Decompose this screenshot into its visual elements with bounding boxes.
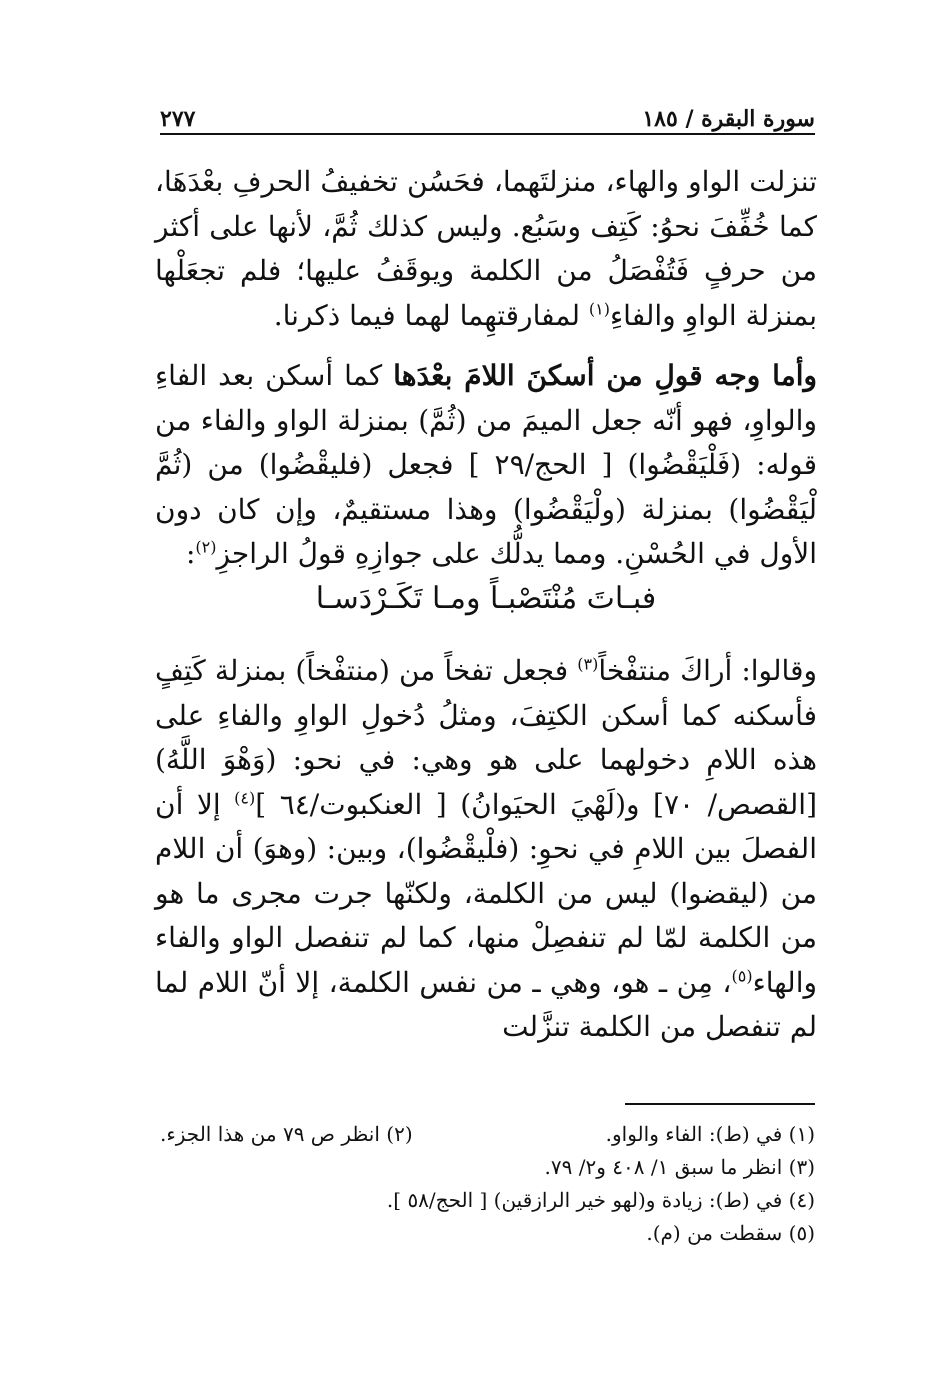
paragraph-1-end: لمفارقتهِما لهما فيما ذكرنا. [273,298,589,332]
spacer [155,621,817,649]
header-rule [160,133,815,135]
footnote-row [160,1118,815,1151]
paragraph-3-mid2: إلا أن الفصلَ بين اللامِ في نحوِ: (فلْيقْضُوا)، وبين: (وهوَ) أن اللام من (ليقضوا) ليس من الكلمة، ولكنّها جرت مجرى ما هو من الكلمة لمّا لم تنفصِلْ منها، كما لم تنفصل الواو والفاء والهاء [155,787,817,999]
paragraph-3-end: ، مِن ـ هو، وهي ـ من نفس الكلمة، إلا أنّ اللام لما لم تنفصل من الكلمة تنزَّلت [155,965,817,1043]
footnotes [160,1118,815,1250]
footnote-4: (٤) في (ط): زيادة و(لهو خير الرازقين) [ الحج/٥٨ ]. [386,1188,815,1212]
paragraph-2-end: : [185,537,196,570]
paragraph-1-text: تنزلت الواو والهاء، منزلتَهما، فحَسُن تخفيفُ الحرفِ بعْدَهَا، كما خُفِّفَ نحوُ: كَتِف وسَبُع. وليس كذلك ثُمَّ، لأنها على أكثر من حرفٍ فَتُفْصَلُ من الكلمة ويوقَفُ عليها؛ فلم تجعَلْها بمنزلة الواوِ والفاءِ [155,165,817,332]
footnote-ref-2: (٢) [195,537,217,557]
running-header [160,96,815,132]
footnote-ref-4: (٤) [234,788,256,808]
page-number: ٢٧٧ [160,106,196,132]
footnote-1: (١) في (ط): الفاء والواو. [605,1122,815,1146]
poetry-verse: فبـاتَ مُنْتَصْبـاً ومـا تَكَـرْدَسـا [315,580,657,616]
footnote-ref-5: (٥) [731,966,753,986]
surah-reference: سورة البقرة / ١٨٥ [642,106,815,132]
footnote-2: (٢) انظر ص ٧٩ من هذا الجزء. [160,1122,413,1146]
footnote-ref-3: (٣) [577,654,599,674]
paragraph-1 [155,160,817,338]
footnote-3: (٣) انظر ما سبق ١/ ٤٠٨ و٢/ ٧٩. [544,1155,815,1179]
paragraph-3-start: وقالوا: أراكَ منتفْخاً [598,654,817,687]
footnote-ref-1: (١) [588,299,610,319]
paragraph-3 [155,649,817,1050]
paragraph-3-mid: فجعل تفخاً من (منتفْخاً) بمنزلة كَتِفٍ فأسكنه كما أسكن الكتِفَ، ومثلُ دُخولِ الواوِ والفاءِ على هذه اللامِ دخولهما على هو وهي: في نحو: (وَهْوَ اللَّهُ) [القصص/ ٧٠] و(لَهْيَ الحيَوانُ) [ العنكبوت/٦٤ ] [155,654,817,821]
paragraph-2 [155,354,817,577]
footnote-5: (٥) سقطت من (م). [646,1221,815,1245]
paragraph-2-text: كما أسكن بعد الفاءِ والواوِ، فهو أنّه جعل الميمَ من (ثُمَّ) بمنزلة الواو والفاء من قوله: (فَلْيَقْضُوا) [ الحج/٢٩ ] فجعل (فليقْضُوا) من (ثُمَّ لْيَقْضُوا) بمنزلة (ولْيَقْضُوا) وهذا مستقيمٌ، وإن كان دون الأول في الحُسْنِ. ومما يدلُّك على جوازِهِ قولُ الراجزِ [155,359,817,570]
footnote-rule [625,1103,815,1105]
paragraph-2-lead: وأما وجه قولِ من أسكنَ اللامَ بعْدَها [393,359,817,392]
main-text [155,160,817,1050]
